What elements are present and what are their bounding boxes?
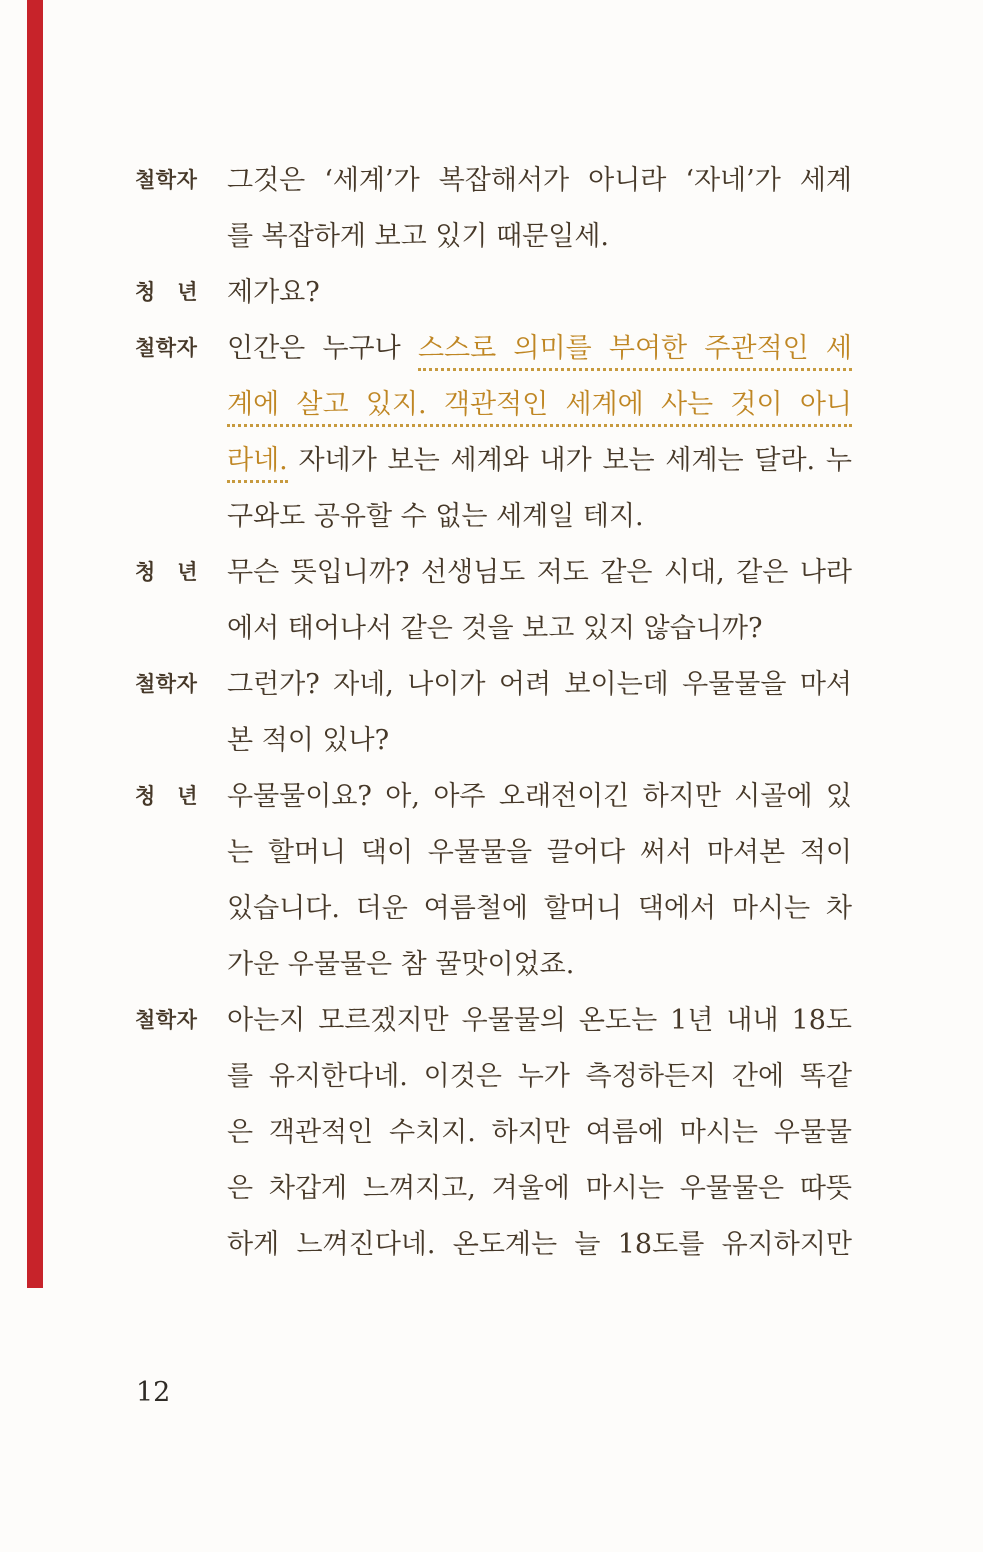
paragraph-lines <box>227 657 852 769</box>
body-text: 는 할머니 댁이 우물물을 끌어다 써서 마셔본 적이 <box>227 837 852 868</box>
dialogue-paragraph <box>135 265 852 321</box>
body-text: 하게 느껴진다네. 온도계는 늘 18도를 유지하지만 <box>227 1229 852 1260</box>
body-text: 은 객관적인 수치지. 하지만 여름에 마시는 우물물 <box>227 1117 852 1148</box>
speaker-label-part: 철학자 <box>135 169 198 192</box>
body-text: 은 차갑게 느껴지고, 겨울에 마시는 우물물은 따뜻 <box>227 1173 852 1204</box>
dialogue-line <box>227 209 852 265</box>
dialogue-paragraph <box>135 321 852 545</box>
dialogue-paragraph <box>135 545 852 657</box>
speaker-label <box>135 545 198 601</box>
speaker-label-part: 년 <box>177 281 198 304</box>
body-text: 구와도 공유할 수 없는 세계일 테지. <box>227 501 644 532</box>
body-text: 아는지 모르겠지만 우물물의 온도는 1년 내내 18도 <box>227 1005 852 1036</box>
body-text: 본 적이 있나? <box>227 725 390 756</box>
dialogue-line <box>227 545 852 601</box>
dialogue-paragraph <box>135 769 852 993</box>
dialogue-line <box>227 321 852 377</box>
paragraph-lines <box>227 993 852 1273</box>
dialogue-line <box>227 713 852 769</box>
body-text: 있습니다. 더운 여름철에 할머니 댁에서 마시는 차 <box>227 893 852 924</box>
speaker-label-part: 철학자 <box>135 673 198 696</box>
speaker-label-part: 청 <box>135 785 156 808</box>
dialogue-paragraph <box>135 993 852 1273</box>
bookmark-ribbon <box>27 0 43 1288</box>
speaker-label-part: 철학자 <box>135 337 198 360</box>
dialogue-line <box>227 937 852 993</box>
body-text: 가운 우물물은 참 꿀맛이었죠. <box>227 949 575 980</box>
dialogue-line <box>227 601 852 657</box>
dialogue-line <box>227 825 852 881</box>
paragraph-lines <box>227 545 852 657</box>
page-number: 12 <box>136 1377 171 1408</box>
dialogue-line <box>227 881 852 937</box>
speaker-label <box>135 321 198 377</box>
speaker-label <box>135 153 198 209</box>
dialogue-line <box>227 265 852 321</box>
speaker-label-part: 청 <box>135 281 156 304</box>
paragraph-lines <box>227 265 852 321</box>
body-text: 를 복잡하게 보고 있기 때문일세. <box>227 221 609 252</box>
dialogue-line <box>227 377 852 433</box>
speaker-label <box>135 265 198 321</box>
body-text: 를 유지한다네. 이것은 누가 측정하든지 간에 똑같 <box>227 1061 852 1092</box>
body-text: 그것은 ‘세계’가 복잡해서가 아니라 ‘자네’가 세계 <box>227 165 852 196</box>
body-text: 그런가? 자네, 나이가 어려 보이는데 우물물을 마셔 <box>227 669 852 700</box>
body-text: 자네가 보는 세계와 내가 보는 세계는 달라. 누 <box>287 445 852 476</box>
speaker-label <box>135 769 198 825</box>
speaker-label-part: 철학자 <box>135 1009 198 1032</box>
speaker-label-part: 년 <box>177 561 198 584</box>
paragraph-lines <box>227 769 852 993</box>
dialogue-line <box>227 657 852 713</box>
body-text: 에서 태어나서 같은 것을 보고 있지 않습니까? <box>227 613 763 644</box>
dialogue-line <box>227 433 852 489</box>
speaker-label <box>135 993 198 1049</box>
body-text: 우물물이요? 아, 아주 오래전이긴 하지만 시골에 있 <box>227 781 852 812</box>
dialogue-paragraph <box>135 153 852 265</box>
paragraph-lines <box>227 153 852 265</box>
speaker-label-part: 청 <box>135 561 156 584</box>
dialogue <box>135 153 852 1273</box>
dialogue-line <box>227 1161 852 1217</box>
body-text: 무슨 뜻입니까? 선생님도 저도 같은 시대, 같은 나라 <box>227 557 852 588</box>
dialogue-line <box>227 489 852 545</box>
dialogue-line <box>227 1105 852 1161</box>
dialogue-line <box>227 993 852 1049</box>
dialogue-line <box>227 1217 852 1273</box>
paragraph-lines <box>227 321 852 545</box>
dialogue-paragraph <box>135 657 852 769</box>
speaker-label-part: 년 <box>177 785 198 808</box>
dialogue-line <box>227 769 852 825</box>
highlighted-text: 라네. <box>227 445 288 483</box>
highlighted-text: 스스로 의미를 부여한 주관적인 세 <box>418 333 852 371</box>
body-text: 인간은 누구나 <box>227 333 418 364</box>
speaker-label <box>135 657 198 713</box>
dialogue-line <box>227 153 852 209</box>
dialogue-line <box>227 1049 852 1105</box>
body-text: 제가요? <box>227 277 320 308</box>
highlighted-text: 계에 살고 있지. 객관적인 세계에 사는 것이 아니 <box>227 389 852 427</box>
